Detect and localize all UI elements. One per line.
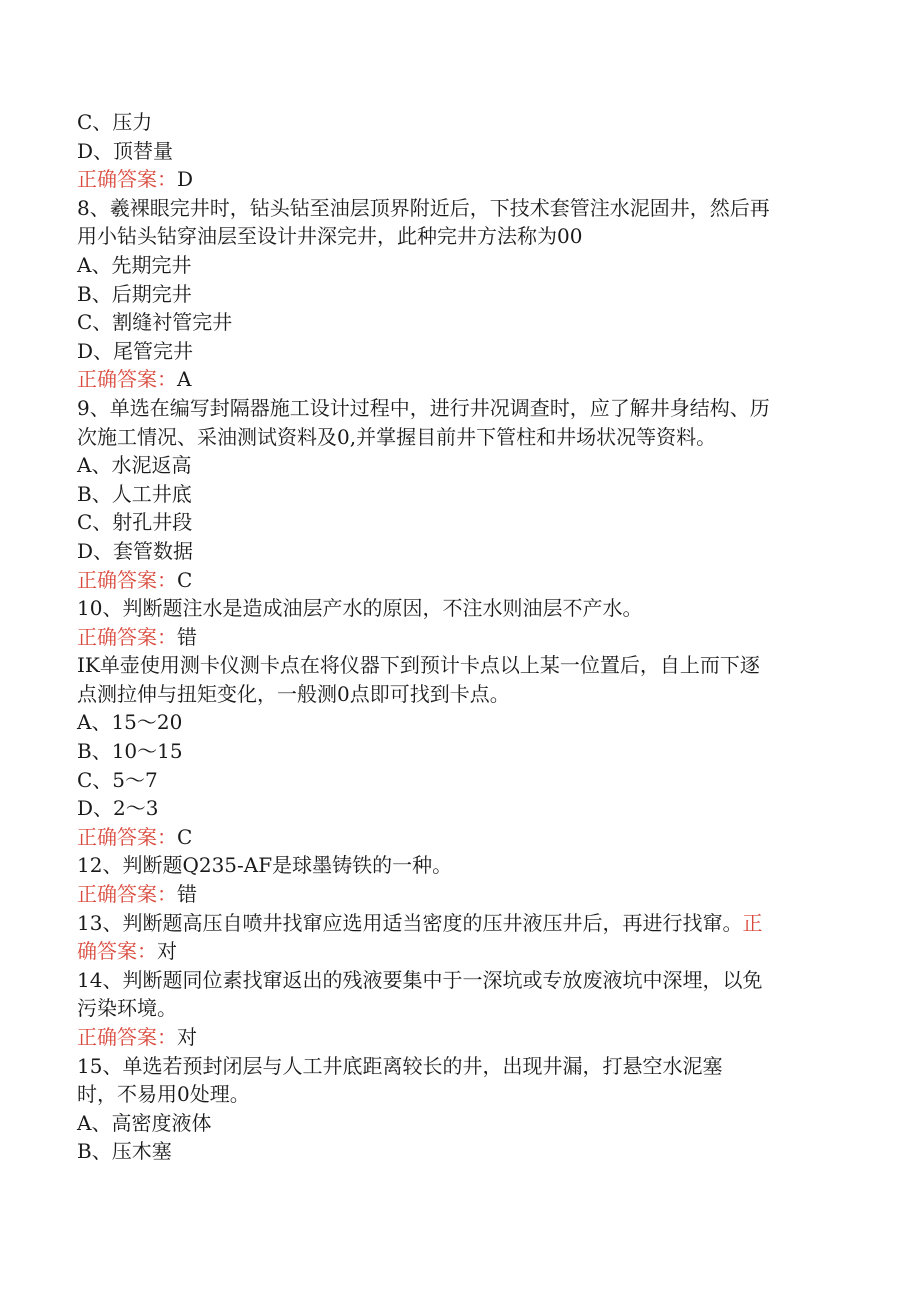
document-page bbox=[77, 108, 827, 1166]
text-line: 8、羲裸眼完井时，钻头钻至油层顶界附近后，下技术套管注水泥固井，然后再 bbox=[77, 195, 770, 220]
text-line: 时，不易用0处理。 bbox=[77, 1082, 250, 1107]
answer-label: 正确答案： bbox=[77, 1025, 177, 1049]
text-line: A、水泥返高 bbox=[77, 453, 192, 478]
text-line: IK单壶使用测卡仪测卡点在将仪器下到预计卡点以上某一位置后，自上而下逐 bbox=[77, 653, 760, 678]
answer-line bbox=[77, 880, 827, 909]
answer-value: 错 bbox=[177, 624, 197, 649]
document-body bbox=[77, 108, 827, 1166]
text-line: D、套管数据 bbox=[77, 538, 194, 563]
text-line: C、压力 bbox=[77, 110, 153, 134]
text-line: A、高密度液体 bbox=[77, 1110, 212, 1135]
answer-value: C bbox=[177, 824, 193, 849]
text-line: B、压木塞 bbox=[77, 1139, 172, 1164]
answer-line bbox=[77, 165, 827, 194]
answer-value: C bbox=[177, 567, 193, 592]
text-line: D、顶替量 bbox=[77, 138, 174, 163]
text-line: 10、判断题注水是造成油层产水的原因，不注水则油层不产水。 bbox=[77, 596, 643, 621]
text-line: 次施工情况、采油测试资料及0,并掌握目前井下管柱和井场状况等资料。 bbox=[77, 424, 717, 449]
answer-line bbox=[77, 623, 827, 652]
answer-line bbox=[77, 365, 827, 394]
answer-value: 对 bbox=[157, 939, 177, 964]
answer-value: 对 bbox=[177, 1025, 197, 1049]
text-line: A、先期完井 bbox=[77, 252, 192, 277]
text-line: 12、判断题Q235-AF是球墨铸铁的一种。 bbox=[77, 853, 453, 878]
question-line bbox=[77, 909, 827, 938]
text-line: 14、判断题同位素找窜返出的残液要集中于一深坑或专放废液坑中深埋，以免 bbox=[77, 967, 763, 992]
answer-label: 正确答案： bbox=[77, 624, 177, 649]
answer-label: 正确答案： bbox=[77, 567, 177, 592]
answer-line bbox=[77, 566, 827, 595]
answer-label: 正确答案： bbox=[77, 367, 177, 392]
text-line: A、15～20 bbox=[77, 710, 183, 735]
text-line: 9、单选在编写封隔器施工设计过程中，进行井况调查时，应了解井身结构、历 bbox=[77, 395, 770, 420]
text-line: D、2～3 bbox=[77, 796, 159, 821]
text-line: B、人工井底 bbox=[77, 481, 192, 506]
text-line: 点测拉伸与扭矩变化，一般测0点即可找到卡点。 bbox=[77, 681, 510, 706]
text-line: D、尾管完井 bbox=[77, 338, 194, 363]
answer-label: 正确答案： bbox=[77, 167, 177, 192]
answer-value: 错 bbox=[177, 882, 197, 907]
answer-line bbox=[77, 823, 827, 852]
answer-line bbox=[77, 1023, 827, 1052]
answer-label: 正确答案： bbox=[77, 882, 177, 907]
text-line: 用小钻头钻穿油层至设计井深完井，此种完井方法称为00 bbox=[77, 224, 583, 249]
answer-value: D bbox=[177, 167, 194, 192]
question-text: 13、判断题高压自喷井找窜应选用适当密度的压井液压井后，再进行找窜。 bbox=[77, 910, 743, 935]
text-line: B、后期完井 bbox=[77, 281, 192, 306]
answer-label: 正确答案： bbox=[77, 824, 177, 849]
answer-label: 确答案： bbox=[77, 939, 157, 964]
answer-value: A bbox=[177, 367, 192, 392]
text-line: C、割缝衬管完井 bbox=[77, 310, 233, 335]
text-line: 15、单选若预封闭层与人工井底距离较长的井，出现井漏，打悬空水泥塞 bbox=[77, 1053, 723, 1078]
text-line: C、射孔井段 bbox=[77, 510, 193, 535]
answer-line bbox=[77, 937, 827, 966]
answer-label-fragment: 正 bbox=[742, 910, 763, 935]
text-line: 污染环境。 bbox=[77, 996, 177, 1021]
text-line: B、10～15 bbox=[77, 739, 183, 764]
text-line: C、5～7 bbox=[77, 767, 158, 792]
